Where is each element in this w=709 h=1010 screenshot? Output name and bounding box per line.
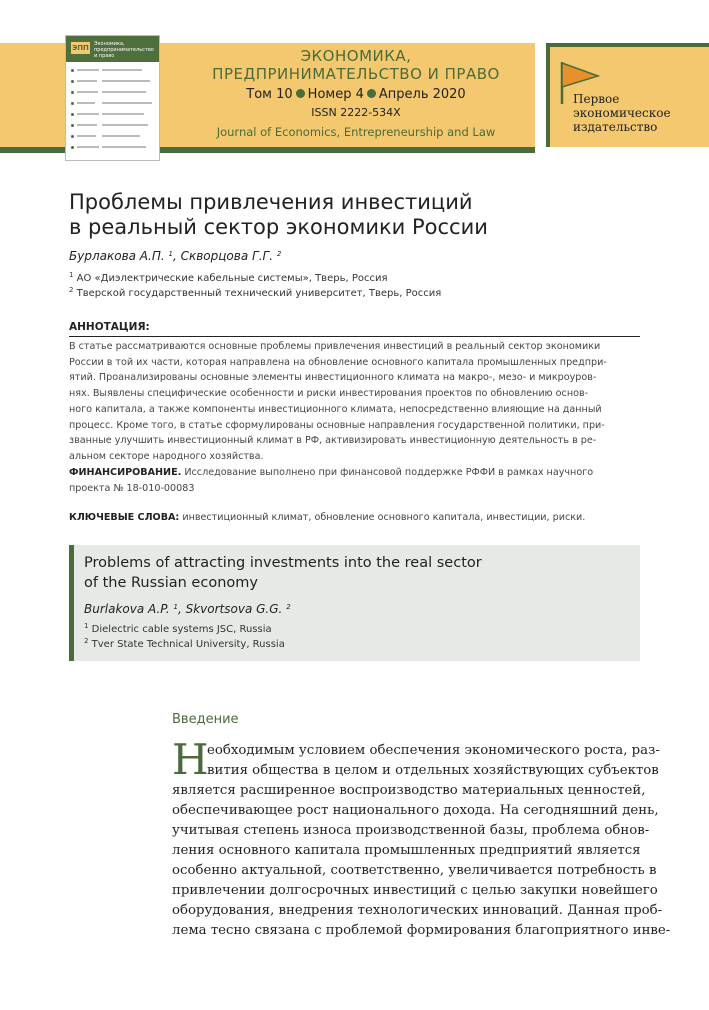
body-line: оборудования, внедрения технологических инноваций. Данная проб- bbox=[172, 903, 663, 918]
journal-title-line1: ЭКОНОМИКА, bbox=[300, 47, 412, 65]
affiliation-2: $^2$ Тверской государственный технический университет, Тверь, Россия bbox=[69, 286, 442, 299]
keywords-text: инвестиционный климат, обновление основного капитала, инвестиции, риски. bbox=[182, 512, 586, 523]
journal-date: Апрель 2020 bbox=[378, 87, 466, 102]
english-title: Problems of attracting investments into the real sector of the Russian economy bbox=[84, 555, 482, 591]
journal-cover-thumbnail bbox=[66, 36, 159, 160]
cover-title: Экономика, предпринимательство и право bbox=[94, 41, 154, 59]
body-line: является расширенное воспроизводство материальных ценностей, bbox=[172, 783, 646, 798]
journal-number: Номер 4 bbox=[307, 87, 364, 102]
body-line: учитывая степень износа производственной базы, проблема обнов- bbox=[172, 823, 650, 838]
body-line: вития общества в целом и отдельных хозяйствующих субъектов bbox=[207, 763, 659, 778]
annotation-label: АННОТАЦИЯ: bbox=[69, 321, 150, 333]
article-title: Проблемы привлечения инвестиций в реальный сектор экономики России bbox=[69, 190, 488, 239]
english-affiliation-2: $^2$ Tver State Technical University, Russia bbox=[84, 637, 285, 650]
bullet-dot-icon bbox=[367, 89, 376, 98]
article-authors: Бурлакова А.П. $^1$, Скворцова Г.Г. $^2$ bbox=[69, 249, 282, 263]
funding-paragraph: ФИНАНСИРОВАНИЕ. Исследование выполнено при финансовой поддержке РФФИ в рамках научного проекта № 18-010-00083 bbox=[69, 467, 594, 494]
body-line: особенно актуальной, соответственно, увеличивается потребность в bbox=[172, 863, 657, 878]
funding-label: ФИНАНСИРОВАНИЕ. bbox=[69, 467, 182, 478]
keywords-paragraph bbox=[69, 510, 640, 526]
english-authors: Burlakova A.P. $^1$, Skvortsova G.G. $^2$ bbox=[84, 602, 291, 616]
journal-volume: Том 10 bbox=[246, 87, 293, 102]
divider bbox=[69, 336, 640, 337]
body-line: обеспечивающее рост национального дохода. На сегодняшний день, bbox=[172, 803, 659, 818]
publisher-name: Первое экономическое издательство bbox=[573, 92, 671, 134]
body-line: ления основного капитала промышленных предприятий является bbox=[172, 843, 641, 858]
section-heading: Введение bbox=[172, 712, 239, 727]
annotation-text: В статье рассматриваются основные проблемы привлечения инвестиций в реальный сектор экономики России в той их части, которая направлена на обновление основного капитала промышленных предпри- ятий. Проанализированы основные элементы инвестиционного климата на макро-, мезо- и микроуров- нях. Выявлены специфические особенности и риски инвестирования проектов по обновлению основ- ного капитала, а также компоненты инвестиционного климата, непосредственно влияющие на данный процесс. Кроме того, в статье сформулированы основные направления государственной политики, при- званные улучшить инвестиционный климат в РФ, активизировать инвестиционную деятельность в ре- альном секторе народного хозяйства. bbox=[69, 341, 607, 462]
journal-title-line2: ПРЕДПРИНИМАТЕЛЬСТВО И ПРАВО bbox=[212, 65, 500, 83]
journal-issn: ISSN 2222-534X bbox=[311, 106, 401, 119]
journal-title-english: Journal of Economics, Entrepreneurship and Law bbox=[216, 125, 496, 139]
journal-issue bbox=[198, 87, 514, 102]
keywords-label: КЛЮЧЕВЫЕ СЛОВА: bbox=[69, 512, 180, 523]
bullet-dot-icon bbox=[296, 89, 305, 98]
body-line: привлечении долгосрочных инвестиций с целью закупки новейшего bbox=[172, 883, 658, 898]
body-line: лема тесно связана с проблемой формирования благоприятного инве- bbox=[172, 923, 671, 938]
cover-abbreviation: ЭПП bbox=[72, 44, 89, 52]
body-line: еобходимым условием обеспечения экономического роста, раз- bbox=[207, 743, 660, 758]
journal-title bbox=[198, 47, 514, 83]
english-summary-box bbox=[69, 545, 640, 661]
affiliation-1: $^1$ АО «Диэлектрические кабельные системы», Тверь, Россия bbox=[69, 271, 388, 284]
drop-cap: Н bbox=[172, 735, 209, 784]
english-affiliation-1: $^1$ Dielectric cable systems JSC, Russia bbox=[84, 622, 272, 635]
